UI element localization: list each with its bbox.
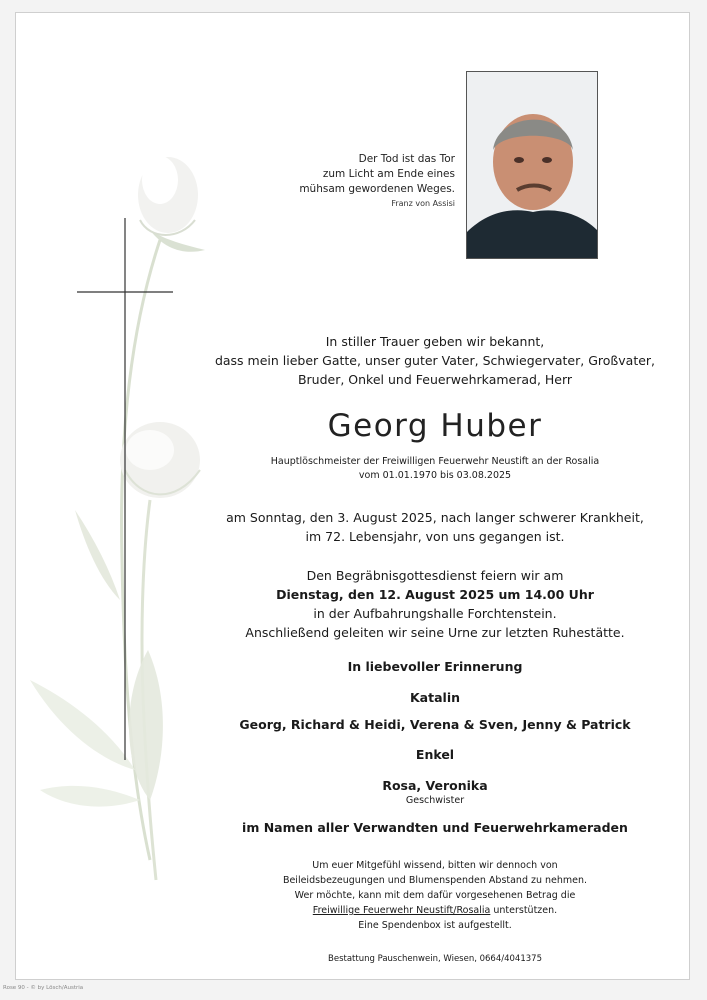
donation-line: Beileidsbezeugungen und Blumenspenden Abstand zu nehmen. [282,875,588,886]
portrait-photo [466,71,598,259]
death-line: am Sonntag, den 3. August 2025, nach langer schwerer Krankheit, [226,510,644,525]
relatives-line: im Namen aller Verwandten und Feuerwehrkameraden [242,820,628,835]
sibling-names: Rosa, Veronika [382,778,488,793]
announcement-line: Bruder, Onkel und Feuerwehrkamerad, Herr [297,372,573,387]
children-names: Georg, Richard & Heidi, Verena & Sven, Jenny & Patrick [239,717,631,732]
quote-line: mühsam gewordenen Weges. [299,183,455,195]
death-line: im 72. Lebensjahr, von uns gegangen ist. [305,529,565,544]
donation-line-rest: unterstützen. [490,905,558,916]
announcement-line: dass mein lieber Gatte, unser guter Vater, Schwiegervater, Großvater, [214,353,656,368]
quote-line: zum Licht am Ende eines [322,168,455,180]
donation-organization: Freiwillige Feuerwehr Neustift/Rosalia [312,905,491,916]
mourners-heading: In liebevoller Erinnerung [347,659,523,674]
funeral-info [200,566,670,642]
siblings-label: Geschwister [405,795,465,806]
quote-block [255,152,455,211]
donation-line [200,903,670,918]
donation-notice [200,858,670,933]
copyright-note: Rose 90 - © by Lösch/Austria [3,985,84,991]
grandchildren-label: Enkel [415,747,455,762]
funeral-date: Dienstag, den 12. August 2025 um 14.00 Uhr [276,587,594,602]
donation-line: Wer möchte, kann mit dem dafür vorgesehenen Betrag die [294,890,576,901]
deceased-name: Georg Huber [327,408,543,444]
donation-line: Eine Spendenbox ist aufgestellt. [358,920,512,931]
deceased-role: Hauptlöschmeister der Freiwilligen Feuerwehr Neustift an der Rosalia [270,456,600,467]
service-period: vom 01.01.1970 bis 03.08.2025 [358,470,512,481]
spouse-name: Katalin [410,690,460,705]
quote-author: Franz von Assisi [391,199,455,208]
announcement-line: In stiller Trauer geben wir bekannt, [325,334,545,349]
funeral-line: Den Begräbnisgottesdienst feiern wir am [306,568,564,583]
donation-line: Um euer Mitgefühl wissend, bitten wir dennoch von [312,860,558,871]
quote-line: Der Tod ist das Tor [358,153,455,165]
funeral-home: Bestattung Pauschenwein, Wiesen, 0664/4041375 [328,954,542,964]
announcement [200,332,670,389]
death-notice [200,508,670,546]
funeral-line: Anschließend geleiten wir seine Urne zur letzten Ruhestätte. [245,625,625,640]
funeral-place: in der Aufbahrungshalle Forchtenstein. [313,606,557,621]
deceased-role-block [200,455,670,483]
